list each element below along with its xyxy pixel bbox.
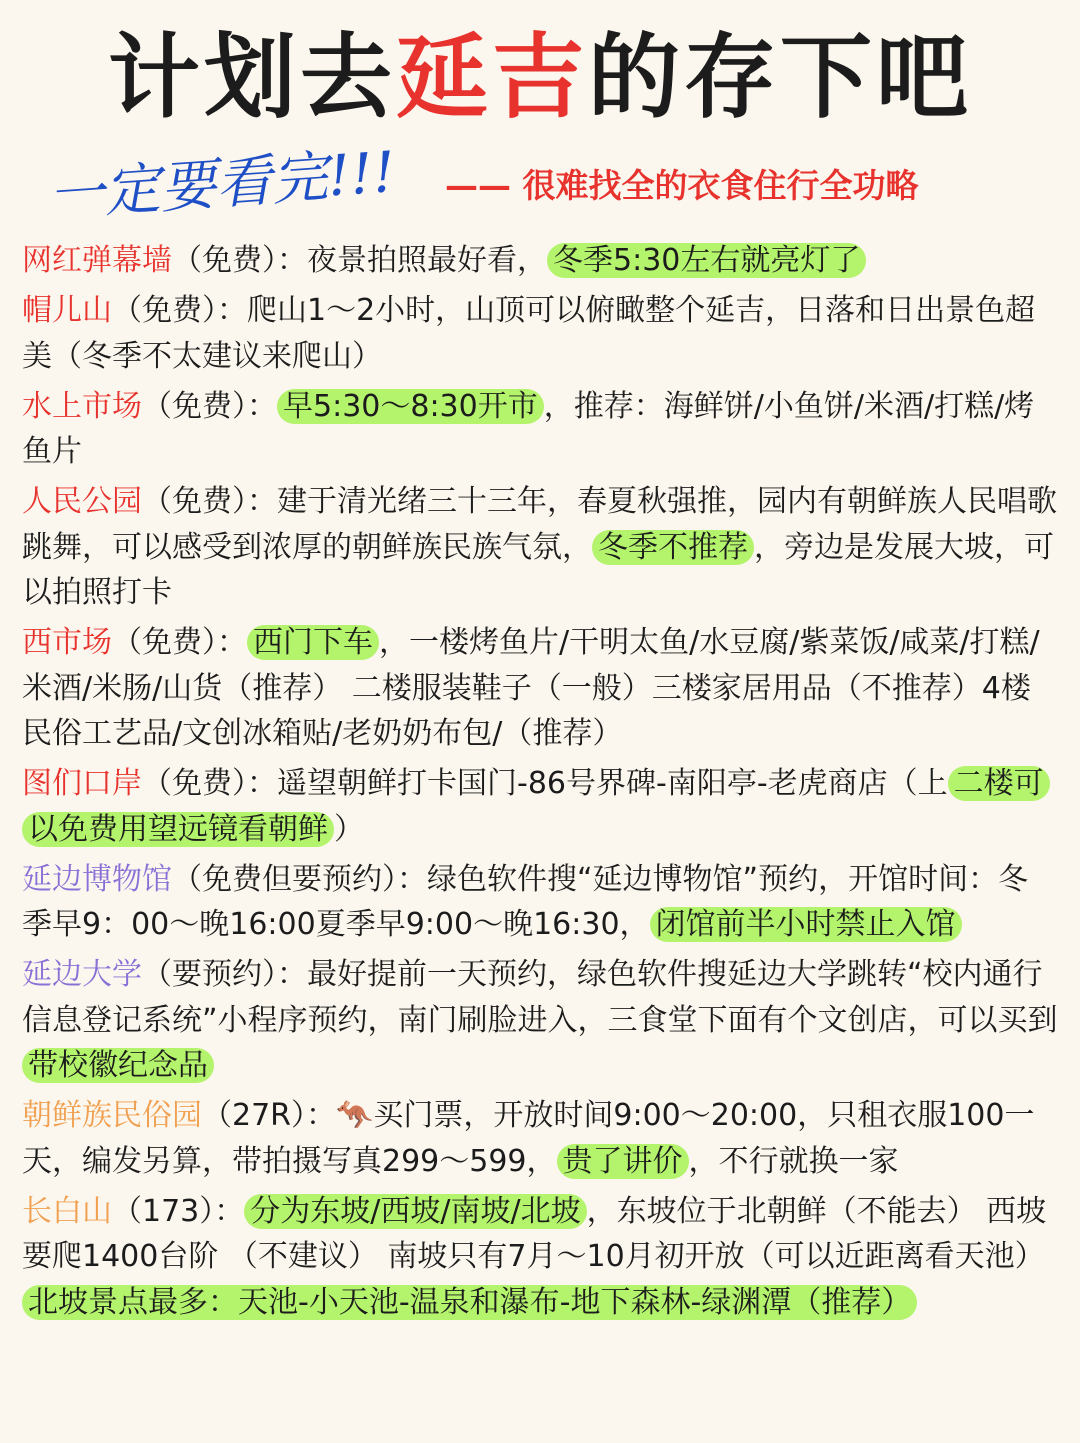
item-name: 网红弹幕墙 xyxy=(22,243,172,278)
item-highlight: 冬季不推荐 xyxy=(592,530,754,565)
item-text-2: ，东坡位于北朝鲜（不能去） 西坡要爬1400台阶 （不建议） 南坡只有7月～10月初开放（可以近距离看天池） xyxy=(22,1193,1047,1275)
item-name: 图们口岸 xyxy=(22,766,142,802)
list-item-maoer-mountain xyxy=(22,288,1058,379)
item-highlight: 分为东坡/西坡/南坡/北坡 xyxy=(244,1194,586,1229)
list-item-peoples-park xyxy=(22,479,1058,615)
item-name: 延边大学 xyxy=(22,957,142,993)
tagline: —— 很难找全的衣食住行全功略 xyxy=(445,166,919,205)
list-item-yanbian-museum xyxy=(22,857,1058,948)
item-name: 延边博物馆 xyxy=(22,861,172,897)
item-name: 长白山 xyxy=(22,1193,112,1229)
item-text: （免费）：夜景拍照最好看， xyxy=(172,243,547,278)
item-name: 西市场 xyxy=(22,625,112,661)
item-highlight: 带校徽纪念品 xyxy=(22,1048,214,1083)
item-name: 帽儿山 xyxy=(22,293,112,329)
page-title xyxy=(0,18,1080,138)
list-item-folk-village xyxy=(22,1093,1058,1184)
item-text-2: ，旁边是发展大坡，可以拍照打卡 xyxy=(22,529,1054,611)
item-text-2: ，不行就换一家 xyxy=(688,1143,899,1179)
item-text: （173）： xyxy=(112,1193,245,1229)
item-highlight: 冬季5:30左右就亮灯了 xyxy=(547,243,866,278)
item-highlight-2: 北坡景点最多：天池-小天池-温泉和瀑布-地下森林-绿渊潭（推荐） xyxy=(22,1285,917,1320)
list-item-water-market xyxy=(22,384,1058,475)
title-part-3: 的存下吧 xyxy=(588,24,973,131)
list-item-danmu-wall xyxy=(22,238,1058,283)
item-name: 水上市场 xyxy=(22,388,142,424)
list-item-west-market xyxy=(22,620,1058,756)
item-highlight: 闭馆前半小时禁止入馆 xyxy=(650,907,962,942)
list-item-yanbian-university xyxy=(22,952,1058,1088)
item-highlight: 西门下车 xyxy=(247,625,379,660)
item-text-2: ，推荐：海鲜饼/小鱼饼/米酒/打糕/烤鱼片 xyxy=(22,388,1035,470)
item-text: （免费）： xyxy=(112,625,247,661)
item-text: （免费但要预约）：绿色软件搜“延边博物馆”预约，开馆时间：冬季早9：00～晚16:00夏季早9:00～晚16:30， xyxy=(22,861,1029,943)
item-highlight: 二楼可以免费用望远镜看朝鲜 xyxy=(22,766,1050,846)
guide-list xyxy=(22,238,1058,1330)
item-text: （免费）：建于清光绪三十三年，春夏秋强推，园内有朝鲜族人民唱歌跳舞，可以感受到浓厚的朝鲜族民族气氛， xyxy=(22,484,1057,565)
item-text: （27R）：🦘买门票，开放时间9:00～20:00，只租衣服100一天，编发另算，带拍摄写真299～599， xyxy=(22,1098,1035,1179)
item-name: 朝鲜族民俗园 xyxy=(22,1098,202,1134)
item-highlight: 贵了讲价 xyxy=(557,1144,689,1179)
item-text: （要预约）：最好提前一天预约，绿色软件搜延边大学跳转“校内通行信息登记系统”小程序预约，南门刷脸进入，三食堂下面有个文创店，可以买到 xyxy=(22,957,1058,1038)
item-text: （免费）：遥望朝鲜打卡国门-86号界碑-南阳亭-老虎商店（上 xyxy=(142,766,948,802)
title-highlight-city: 延吉 xyxy=(395,24,588,131)
list-item-changbai-mountain xyxy=(22,1189,1058,1325)
item-text: （免费）：爬山1～2小时，山顶可以俯瞰整个延吉，日落和日出景色超美（冬季不太建议来爬山） xyxy=(22,293,1036,374)
item-highlight: 早5:30～8:30开市 xyxy=(277,389,544,424)
item-text-2: ，一楼烤鱼片/干明太鱼/水豆腐/紫菜饭/咸菜/打糕/米酒/米肠/山货（推荐） 二楼服装鞋子（一般）三楼家居用品（不推荐）4楼民俗工艺品/文创冰箱贴/老奶奶布包/（推荐） xyxy=(22,625,1040,751)
item-name: 人民公园 xyxy=(22,484,142,520)
item-text-2: ） xyxy=(334,811,364,847)
item-text: （免费）： xyxy=(142,388,277,424)
handwritten-note: 一定要看完!!! xyxy=(46,139,398,230)
list-item-tumen-port xyxy=(22,761,1058,852)
title-part-1: 计划去 xyxy=(107,24,396,131)
